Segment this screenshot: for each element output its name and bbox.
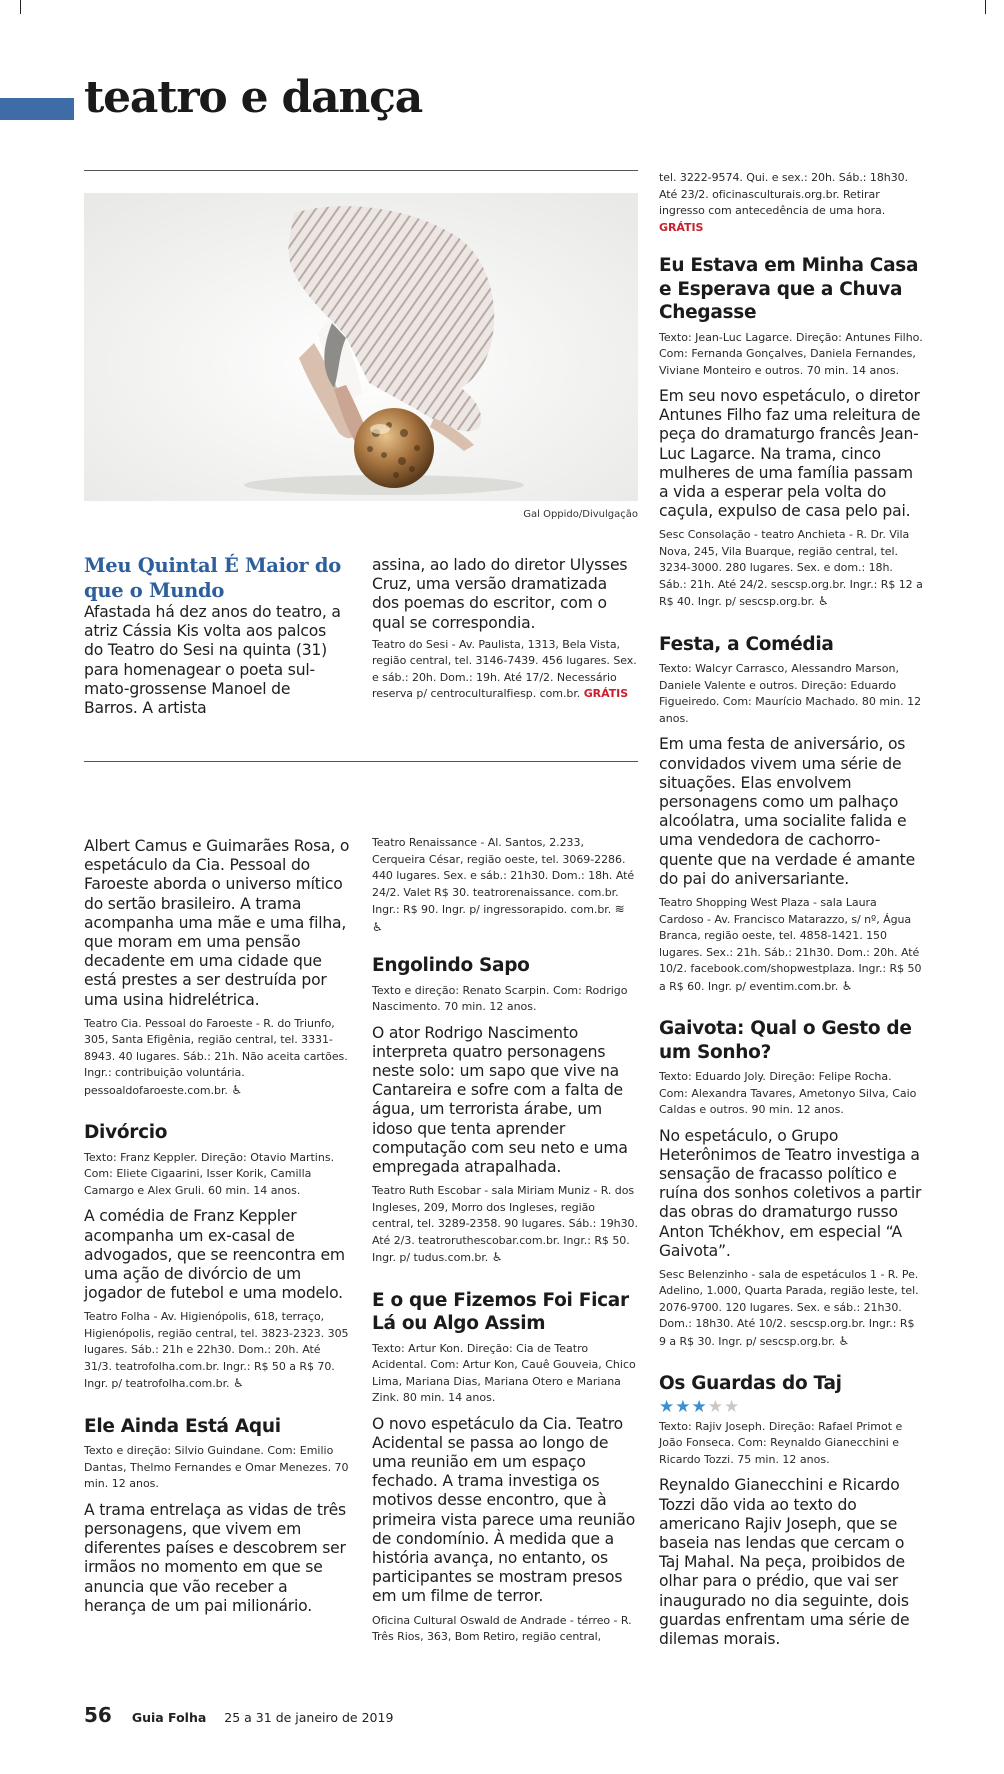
top-rule xyxy=(84,170,638,171)
ele-ainda-credits: Texto e direção: Silvio Guindane. Com: Emilio Dantas, Thelmo Fernandes e Omar Menezes. 70 min. 12 anos. xyxy=(84,1444,349,1491)
gaivota-title: Gaivota: Qual o Gesto de um Sonho? xyxy=(659,1018,912,1063)
divorcio-title: Divórcio xyxy=(84,1122,168,1144)
festa-info xyxy=(659,895,923,995)
section-color-bar xyxy=(0,98,74,120)
lead-title: Meu Quintal É Maior do que o Mundo xyxy=(84,554,341,602)
guardas-title: Os Guardas do Taj xyxy=(659,1373,842,1395)
oswald-info-text: tel. 3222-9574. Qui. e sex.: 20h. Sáb.: 18h30. Até 23/2. oficinasculturais.org.br. Retirar ingresso com antecedência de uma hora. xyxy=(659,171,909,217)
rating-stars xyxy=(659,1398,923,1416)
divorcio-credits: Texto: Franz Keppler. Direção: Otavio Martins. Com: Eliete Cigaarini, Isser Korik, Camilla Camargo e Alex Gruli. 60 min. 14 anos. xyxy=(84,1150,335,1197)
lead-right-column xyxy=(372,556,638,703)
oswald-price-badge: GRÁTIS xyxy=(659,220,704,234)
gaivota-info xyxy=(659,1267,923,1351)
guardas-credits: Texto: Rajiv Joseph. Direção: Rafael Primot e João Fonseca. Com: Reynaldo Gianecchini e Ricardo Tozzi. 75 min. 12 anos. xyxy=(659,1419,903,1466)
photo-credit: Gal Oppido/Divulgação xyxy=(523,509,638,520)
crop-mark-left xyxy=(20,0,21,14)
lead-price-badge: GRÁTIS xyxy=(583,687,629,701)
hearing-assist-icon: ≋ xyxy=(614,902,625,916)
eu-estava-info xyxy=(659,527,923,611)
star-icon: ★ xyxy=(724,1396,741,1417)
fizemos-info: Oficina Cultural Oswald de Andrade - térreo - R. Três Rios, 363, Bom Retiro, região central, xyxy=(372,1613,632,1644)
festa-credits: Texto: Walcyr Carrasco, Alessandro Marson, Daniele Valente e outros. Direção: Eduardo Figueiredo. Com: Maurício Machado. 80 min. 12 anos. xyxy=(659,662,922,725)
fizemos-credits: Texto: Artur Kon. Direção: Cia de Teatro Acidental. Com: Artur Kon, Cauê Gouveia, Chico Lima, Mariana Dias, Mariana Otero e Mariana Zink. 80 min. 14 anos. xyxy=(372,1341,636,1405)
section-title: teatro e dança xyxy=(84,72,423,123)
divorcio-info xyxy=(84,1309,350,1393)
page-number: 56 xyxy=(84,1703,112,1727)
eu-estava-credits: Texto: Jean-Luc Lagarce. Direção: Antunes Filho. Com: Fernanda Gonçalves, Daniela Fernandes, Viviane Monteiro e outros. 70 min. 14 anos. xyxy=(659,330,923,377)
lead-photo xyxy=(84,193,638,501)
eu-estava-title: Eu Estava em Minha Casa e Esperava que a Chuva Chegasse xyxy=(659,255,919,323)
page-footer xyxy=(84,1703,393,1727)
wheelchair-icon: ♿ xyxy=(231,1082,243,1097)
faroeste-info-text: Teatro Cia. Pessoal do Faroeste - R. do Triunfo, 305, Santa Efigênia, região central, tel. 3331-8943. 40 lugares. Sáb.: 21h. Não aceita cartões. Ingr.: contribuição voluntária. pessoaldofaroeste.com.br. xyxy=(84,1016,348,1097)
star-icon: ★ xyxy=(659,1396,676,1417)
gaivota-credits: Texto: Eduardo Joly. Direção: Felipe Rocha. Com: Alexandra Tavares, Ametonyo Silva, Caio Caldas e outros. 90 min. 12 anos. xyxy=(659,1070,917,1117)
crop-mark-right xyxy=(985,0,986,14)
renaissance-info-text: Teatro Renaissance - Al. Santos, 2.233, Cerqueira César, região oeste, tel. 3069-2286. 440 lugares. Sex. e sáb.: 21h30. Dom.: 18h. Até 24/2. Valet R$ 30. teatrorenaissance. com.br. Ingr.: R$ 90. Ingr. p/ ingressorapido. com.br. xyxy=(372,836,635,916)
festa-body: Em uma festa de aniversário, os convidados vivem uma série de situações. Elas envolvem personagens como um palhaço alcoólatra, uma socialite falida e uma vendedora de cachorro-quente que na verdade é amante do pai do aniversariante. xyxy=(659,735,915,888)
festa-title: Festa, a Comédia xyxy=(659,633,834,655)
engolindo-credits: Texto e direção: Renato Scarpin. Com: Rodrigo Nascimento. 70 min. 12 anos. xyxy=(372,983,628,1013)
guardas-body: Reynaldo Gianecchini e Ricardo Tozzi dão vida ao texto do americano Rajiv Joseph, que se baseia nas lendas que cercam o Taj Mahal. Na peça, proibidos de olhar para o prédio, que vai ser inaugurado no dia seguinte, dois guardas enfrentam uma série de dilemas morais. xyxy=(659,1476,910,1649)
footer-dates: 25 a 31 de janeiro de 2019 xyxy=(224,1710,394,1725)
listings-column-1 xyxy=(84,837,350,1616)
lead-info xyxy=(372,637,638,703)
lead-bottom-rule xyxy=(84,761,638,762)
engolindo-title: Engolindo Sapo xyxy=(372,955,530,976)
fizemos-body: O novo espetáculo da Cia. Teatro Acidental se passa ao longo de uma reunião em um espaço fechado. A trama investiga os motivos desse encontro, que à primeira vista parece uma reunião de condomínio. À medida que a história avança, no entanto, os participantes se mostram presos em um filme de terror. xyxy=(372,1414,636,1606)
fizemos-title: E o que Fizemos Foi Ficar Lá ou Algo Assim xyxy=(372,1289,629,1335)
renaissance-info xyxy=(372,835,638,936)
star-icon: ★ xyxy=(675,1396,692,1417)
engolindo-info xyxy=(372,1183,638,1267)
engolindo-info-text: Teatro Ruth Escobar - sala Miriam Muniz - R. dos Ingleses, 209, Morro dos Ingleses, região central, tel. 3289-2358. 90 lugares. Sáb.: 19h30. Até 2/3. teatroruthescobar.com.br. Ingr.: R$ 50. Ingr. p/ tudus.com.br. xyxy=(372,1184,638,1265)
lead-info-text: Teatro do Sesi - Av. Paulista, 1313, Bela Vista, região central, tel. 3146-7439. 456 lugares. Sex. e sáb.: 20h. Dom.: 19h. Até 17/2. Necessário reserva p/ centroculturalfiesp. com.br. xyxy=(372,637,637,701)
star-icon: ★ xyxy=(691,1396,708,1417)
lead-left-column xyxy=(84,553,346,718)
eu-estava-body: Em seu novo espetáculo, o diretor Antunes Filho faz uma releitura de peça do dramaturgo francês Jean-Luc Lagarce. Na trama, cinco mulheres de uma família passam a vida a esperar pela volta do caçula, expulso de casa pelo pai. xyxy=(659,387,921,521)
wheelchair-icon: ♿ xyxy=(838,1333,850,1348)
wheelchair-icon: ♿ xyxy=(372,919,383,934)
wheelchair-icon: ♿ xyxy=(232,1376,244,1391)
engolindo-body: O ator Rodrigo Nascimento interpreta quatro personagens neste solo: um sapo que vive na Cantareira e sofre com a falta de água, um terrorista árabe, um idoso que tenta aprender computação com seu neto e uma empregada atrapalhada. xyxy=(372,1023,628,1176)
ele-ainda-title: Ele Ainda Está Aqui xyxy=(84,1415,281,1437)
faroeste-info xyxy=(84,1016,350,1100)
festa-info-text: Teatro Shopping West Plaza - sala Laura Cardoso - Av. Francisco Matarazzo, s/ nº, Água Branca, região oeste, tel. 4858-1421. 150 lugares. Sex.: 21h. Sáb.: 21h30. Dom.: 20h. Até 10/2. facebook.com/shopwestplaza. Ingr.: R$ 50 a R$ 60. Ingr. p/ eventim.com.br. xyxy=(659,896,922,993)
star-icon: ★ xyxy=(707,1396,724,1417)
divorcio-info-text: Teatro Folha - Av. Higienópolis, 618, terraço, Higienópolis, região central, tel. 3823-2323. 305 lugares. Sáb.: 21h e 22h30. Dom.: 20h. Até 31/3. teatrofolha.com.br. Ingr.: R$ 50 a R$ 70. Ingr. p/ teatrofolha.com.br. xyxy=(84,1310,349,1391)
wheelchair-icon: ♿ xyxy=(491,1250,503,1265)
divorcio-body: A comédia de Franz Keppler acompanha um ex-casal de advogados, que se reencontra em uma ação de divórcio de um jogador de futebol e uma modelo. xyxy=(84,1207,345,1303)
eu-estava-info-text: Sesc Consolação - teatro Anchieta - R. Dr. Vila Nova, 245, Vila Buarque, região central, tel. 3234-3000. 280 lugares. Sex. e dom.: 18h. Sáb.: 21h. Até 24/2. sescsp.org.br. Ingr.: R$ 12 a R$ 40. Ingr. p/ sescsp.org.br. xyxy=(659,528,923,609)
ele-ainda-body: A trama entrelaça as vidas de três personagens, que vivem em diferentes países e descobrem ser irmãos no momento em que se anuncia que vão receber a herança de um pai milionário. xyxy=(84,1500,346,1615)
wheelchair-icon: ♿ xyxy=(841,978,853,993)
gaivota-info-text: Sesc Belenzinho - sala de espetáculos 1 - R. Pe. Adelino, 1.000, Quarta Parada, região leste, tel. 2076-9700. 120 lugares. Sex. e sáb.: 21h30. Dom.: 18h30. Até 10/2. sescsp.org.br. Ingr.: R$ 9 a R$ 30. Ingr. p/ sescsp.org.br. xyxy=(659,1267,919,1348)
lead-body-right: assina, ao lado do diretor Ulysses Cruz, uma versão dramatizada dos poemas do escritor, com o qual se correspondia. xyxy=(372,556,628,632)
lead-body-left: Afastada há dez anos do teatro, a atriz Cássia Kis volta aos palcos do Teatro do Sesi na quinta (31) para homenagear o poeta sul-mato-grossense Manoel de Barros. A artista xyxy=(84,603,341,718)
listings-column-3 xyxy=(659,170,923,1649)
footer-brand: Guia Folha xyxy=(131,1710,207,1725)
faroeste-body: Albert Camus e Guimarães Rosa, o espetáculo da Cia. Pessoal do Faroeste aborda o universo mítico do sertão brasileiro. A trama acompanha uma mãe e uma filha, que moram em uma pensão decadente em uma cidade que está prestes a ser destruída por uma usina hidrelétrica. xyxy=(84,837,350,1009)
oswald-info-cont xyxy=(659,170,923,236)
gaivota-body: No espetáculo, o Grupo Heterônimos de Teatro investiga a sensação de fracasso político e ruína dos sonhos coletivos a partir das obras do dramaturgo russo Anton Tchékhov, em especial “A Gaivota”. xyxy=(659,1126,922,1260)
listings-column-2 xyxy=(372,835,638,1646)
wheelchair-icon: ♿ xyxy=(818,594,829,609)
